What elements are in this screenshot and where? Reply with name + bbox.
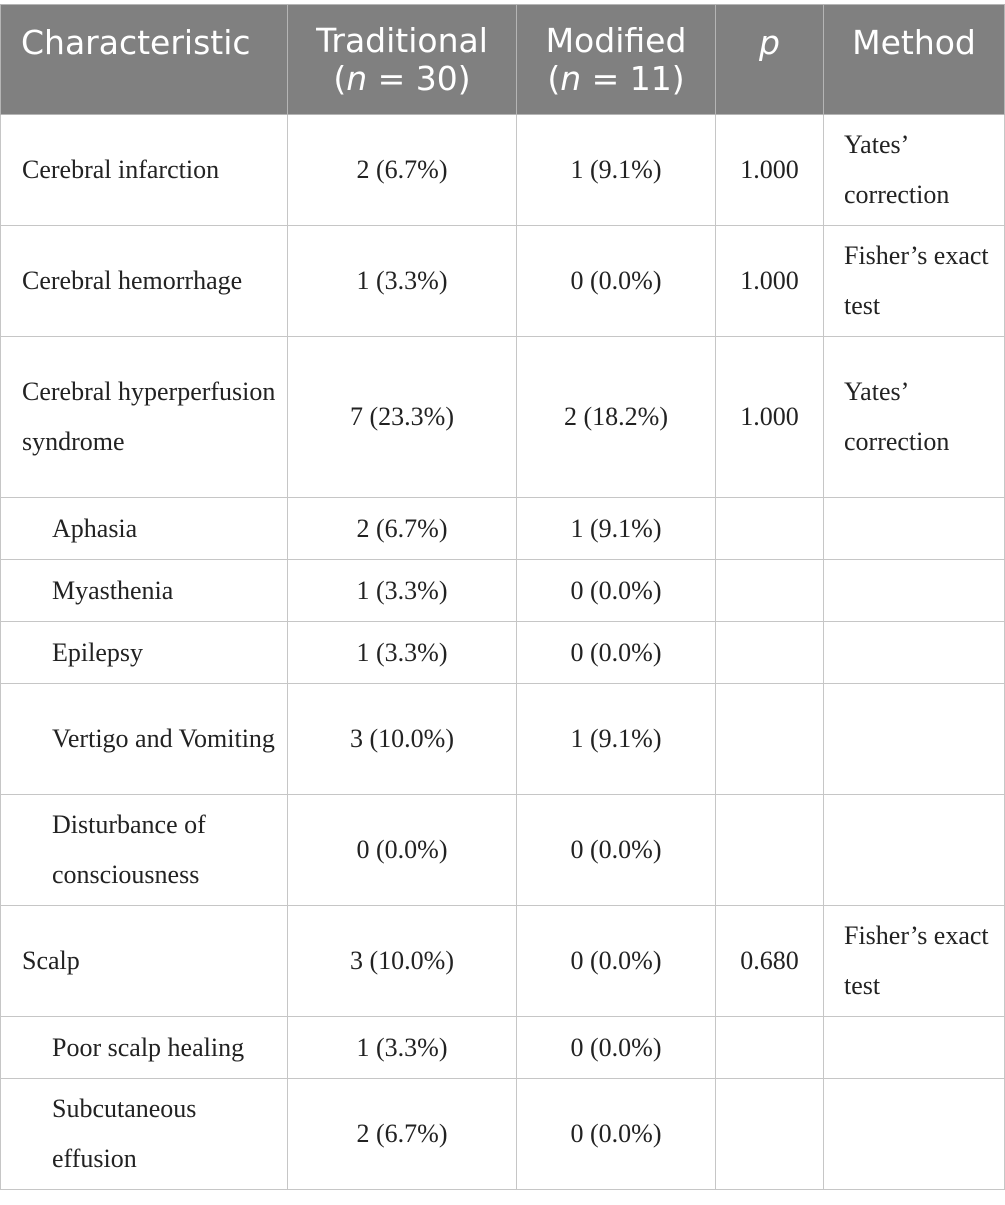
method-cell	[824, 622, 1005, 684]
row-label: Aphasia	[1, 498, 288, 560]
p-cell	[716, 1079, 824, 1190]
row-label: Epilepsy	[1, 622, 288, 684]
traditional-cell: 3 (10.0%)	[288, 906, 517, 1017]
method-cell	[824, 1079, 1005, 1190]
method-cell: Fisher’s exact test	[824, 226, 1005, 337]
traditional-cell: 1 (3.3%)	[288, 622, 517, 684]
traditional-cell: 3 (10.0%)	[288, 684, 517, 795]
header-traditional	[288, 5, 517, 115]
traditional-cell: 1 (3.3%)	[288, 560, 517, 622]
method-cell: Yates’ correction	[824, 115, 1005, 226]
modified-cell: 0 (0.0%)	[517, 795, 716, 906]
traditional-cell: 1 (3.3%)	[288, 226, 517, 337]
p-cell: 1.000	[716, 226, 824, 337]
header-characteristic: Characteristic	[1, 5, 288, 115]
method-cell	[824, 795, 1005, 906]
p-cell: 1.000	[716, 115, 824, 226]
table-row	[1, 337, 1005, 498]
traditional-cell: 0 (0.0%)	[288, 795, 517, 906]
p-cell	[716, 684, 824, 795]
traditional-cell: 2 (6.7%)	[288, 1079, 517, 1190]
header-row	[1, 5, 1005, 115]
modified-cell: 1 (9.1%)	[517, 115, 716, 226]
traditional-cell: 7 (23.3%)	[288, 337, 517, 498]
row-label: Cerebral hyperperfusion syndrome	[1, 337, 288, 498]
p-cell: 1.000	[716, 337, 824, 498]
complications-table	[0, 4, 1005, 1190]
row-label: Disturbance of consciousness	[1, 795, 288, 906]
row-label: Scalp	[1, 906, 288, 1017]
row-label: Subcutaneous effusion	[1, 1079, 288, 1190]
table-row	[1, 498, 1005, 560]
table-row	[1, 795, 1005, 906]
table-row	[1, 115, 1005, 226]
method-cell	[824, 1017, 1005, 1079]
table-row	[1, 622, 1005, 684]
p-cell	[716, 1017, 824, 1079]
method-cell	[824, 684, 1005, 795]
modified-cell: 0 (0.0%)	[517, 906, 716, 1017]
header-method: Method	[824, 5, 1005, 115]
row-label: Myasthenia	[1, 560, 288, 622]
traditional-cell: 2 (6.7%)	[288, 498, 517, 560]
table-row	[1, 226, 1005, 337]
table-row	[1, 1079, 1005, 1190]
row-label: Cerebral infarction	[1, 115, 288, 226]
p-cell: 0.680	[716, 906, 824, 1017]
header-traditional-n: (n = 30)	[333, 58, 471, 98]
header-modified	[517, 5, 716, 115]
method-cell: Fisher’s exact test	[824, 906, 1005, 1017]
header-traditional-label: Traditional	[316, 20, 488, 60]
header-p: p	[716, 5, 824, 115]
modified-cell: 0 (0.0%)	[517, 622, 716, 684]
modified-cell: 2 (18.2%)	[517, 337, 716, 498]
row-label: Poor scalp healing	[1, 1017, 288, 1079]
traditional-cell: 1 (3.3%)	[288, 1017, 517, 1079]
p-cell	[716, 622, 824, 684]
table-row	[1, 906, 1005, 1017]
p-cell	[716, 560, 824, 622]
header-modified-n: (n = 11)	[547, 58, 685, 98]
p-cell	[716, 795, 824, 906]
method-cell: Yates’ correction	[824, 337, 1005, 498]
modified-cell: 0 (0.0%)	[517, 226, 716, 337]
table-row	[1, 560, 1005, 622]
table-row	[1, 684, 1005, 795]
modified-cell: 1 (9.1%)	[517, 684, 716, 795]
header-modified-label: Modified	[545, 20, 687, 60]
row-label: Cerebral hemorrhage	[1, 226, 288, 337]
table-row	[1, 1017, 1005, 1079]
modified-cell: 0 (0.0%)	[517, 560, 716, 622]
method-cell	[824, 498, 1005, 560]
modified-cell: 0 (0.0%)	[517, 1079, 716, 1190]
p-cell	[716, 498, 824, 560]
modified-cell: 1 (9.1%)	[517, 498, 716, 560]
method-cell	[824, 560, 1005, 622]
row-label: Vertigo and Vomiting	[1, 684, 288, 795]
traditional-cell: 2 (6.7%)	[288, 115, 517, 226]
modified-cell: 0 (0.0%)	[517, 1017, 716, 1079]
